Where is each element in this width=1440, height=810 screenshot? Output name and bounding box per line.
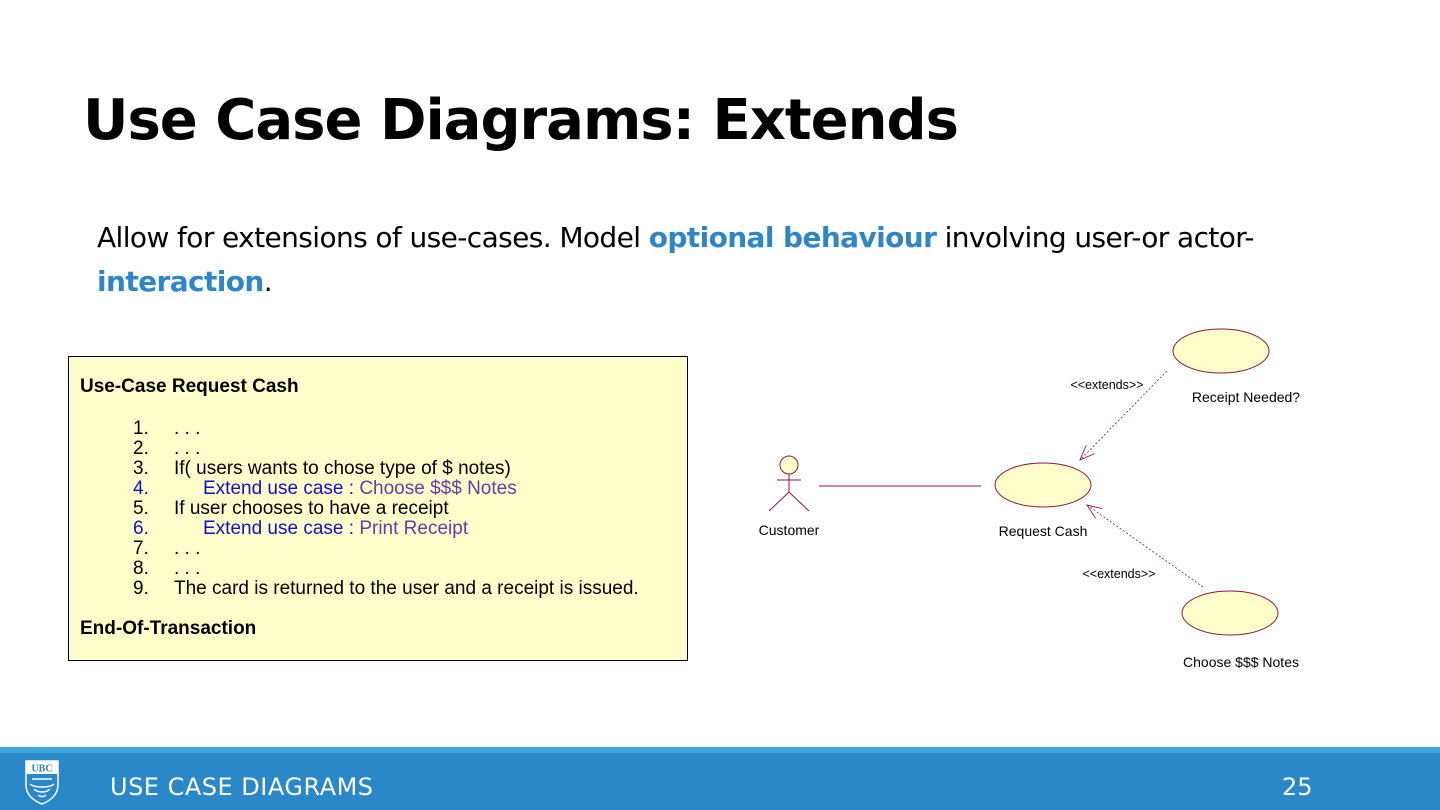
slide-footer [0,747,1440,810]
intro-text [97,216,1297,304]
step-text-main: If( users wants to chose type of $ notes) [174,458,511,479]
step-text [203,519,468,539]
step-number: 9. [133,578,149,599]
step-text [174,559,200,579]
intro-highlight-optional-behaviour: optional behaviour [648,221,937,254]
step-text-main: Extend use case : [203,478,360,499]
step-number: 7. [133,538,149,559]
step-text-main: . . . [174,438,201,459]
use-case-choose-notes-label: Choose $$$ Notes [1183,654,1299,670]
step-text-main: If user chooses to have a receipt [174,498,449,519]
use-case-step [69,519,688,539]
step-text [174,439,200,459]
use-case-step [69,499,688,519]
intro-highlight-interaction: interaction [97,265,264,298]
step-number: 3. [133,458,149,479]
intro-part-1: Allow for extensions of use-cases. Model [97,221,649,254]
step-text [174,539,200,559]
step-number: 1. [133,418,149,439]
step-text [174,499,449,519]
page-number: 25 [1282,773,1313,801]
step-text-main: Extend use case : [203,518,360,539]
step-extend-target: Print Receipt [359,518,469,539]
use-case-choose-notes [1182,591,1278,635]
extends-label-top: <<extends>> [1070,378,1144,392]
ubc-logo-text: UBC [31,763,53,775]
step-number: 2. [133,438,149,459]
use-case-receipt-needed [1173,329,1269,373]
step-number: 6. [133,518,149,539]
intro-part-2: involving user-or actor- [936,221,1254,254]
extends-label-bottom: <<extends>> [1082,567,1156,581]
use-case-step [69,459,688,479]
use-case-description-box [68,356,688,661]
step-text-main: . . . [174,418,201,439]
use-case-heading: Use-Case Request Cash [80,376,299,397]
step-extend-target: Choose $$$ Notes [359,478,517,499]
use-case-steps [69,419,688,599]
use-case-step [69,579,688,599]
slide-title: Use Case Diagrams: Extends [83,88,958,153]
use-case-step [69,539,688,559]
step-text-main: The card is returned to the user and a receipt is issued. [174,578,639,599]
ubc-crest-icon [24,759,60,805]
step-text [174,579,639,599]
use-case-diagram [740,320,1340,690]
footer-section-title: USE CASE DIAGRAMS [110,773,374,801]
step-text [174,459,511,479]
use-case-step [69,419,688,439]
use-case-step [69,479,688,499]
actor-customer-icon [769,456,809,511]
footer-accent-stripe [0,747,1440,753]
step-number: 5. [133,498,149,519]
step-text-main: . . . [174,538,201,559]
step-number: 8. [133,558,149,579]
use-case-step [69,439,688,459]
step-text [174,419,200,439]
use-case-step [69,559,688,579]
use-case-request-cash-label: Request Cash [998,523,1088,539]
step-number: 4. [133,478,149,499]
use-case-end-label: End-Of-Transaction [80,618,257,639]
step-text [203,479,517,499]
use-case-receipt-needed-label: Receipt Needed? [1191,389,1301,405]
actor-customer-label: Customer [758,522,820,538]
intro-part-3: . [263,265,273,298]
use-case-request-cash [995,463,1091,507]
step-text-main: . . . [174,558,201,579]
